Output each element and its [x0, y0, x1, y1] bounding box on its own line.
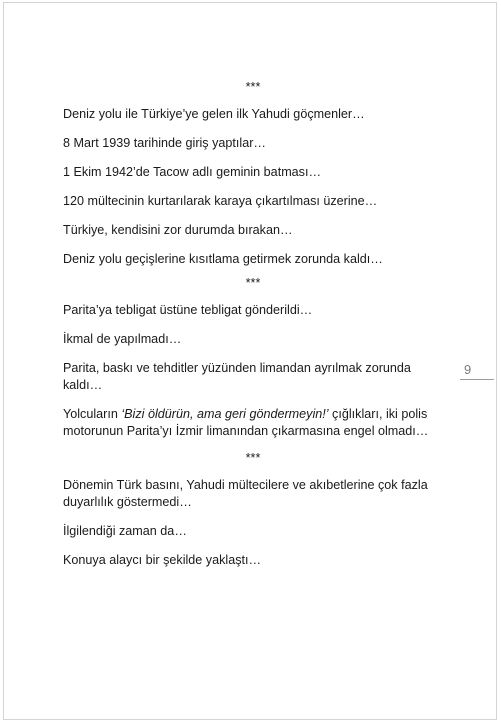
paragraph-1-6: Deniz yolu geçişlerine kısıtlama getirmek zorunda kaldı… — [63, 252, 383, 266]
quote-para-tail: çığlıkları, iki polis motorunun Parita’yı İzmir limanından çıkarmasına engel olmadı… — [63, 407, 429, 438]
paragraph-2-2: İkmal de yapılmadı… — [63, 332, 182, 346]
page-number: 9 — [460, 361, 494, 380]
document-page — [3, 2, 497, 720]
paragraph-1-5: Türkiye, kendisini zor durumda bırakan… — [63, 223, 293, 237]
paragraph-3-2: İlgilendiği zaman da… — [63, 524, 187, 538]
section-separator-2: *** — [245, 276, 261, 290]
paragraph-2-1: Parita’ya tebligat üstüne tebligat gönderildi… — [63, 303, 313, 317]
section-separator-1: *** — [245, 80, 261, 94]
quote-text: ‘Bizi öldürün, ama geri göndermeyin!’ — [121, 407, 329, 421]
paragraph-1-4: 120 mültecinin kurtarılarak karaya çıkartılması üzerine… — [63, 194, 378, 208]
paragraph-3-1: Dönemin Türk basını, Yahudi mültecilere ve akıbetlerine çok fazla duyarlılık göstermedi… — [63, 478, 428, 509]
section-separator-3: *** — [245, 451, 261, 465]
paragraph-1-1: Deniz yolu ile Türkiye’ye gelen ilk Yahudi göçmenler… — [63, 107, 365, 121]
paragraph-quote — [63, 406, 443, 440]
paragraph-3-3: Konuya alaycı bir şekilde yaklaştı… — [63, 553, 262, 567]
paragraph-1-3: 1 Ekim 1942’de Tacow adlı geminin batması… — [63, 165, 322, 179]
paragraph-1-2: 8 Mart 1939 tarihinde giriş yaptılar… — [63, 136, 266, 150]
quote-para-lead: Yolcuların — [63, 407, 122, 421]
page-content — [63, 79, 443, 581]
paragraph-2-3: Parita, baskı ve tehditler yüzünden limandan ayrılmak zorunda kaldı… — [63, 361, 411, 392]
